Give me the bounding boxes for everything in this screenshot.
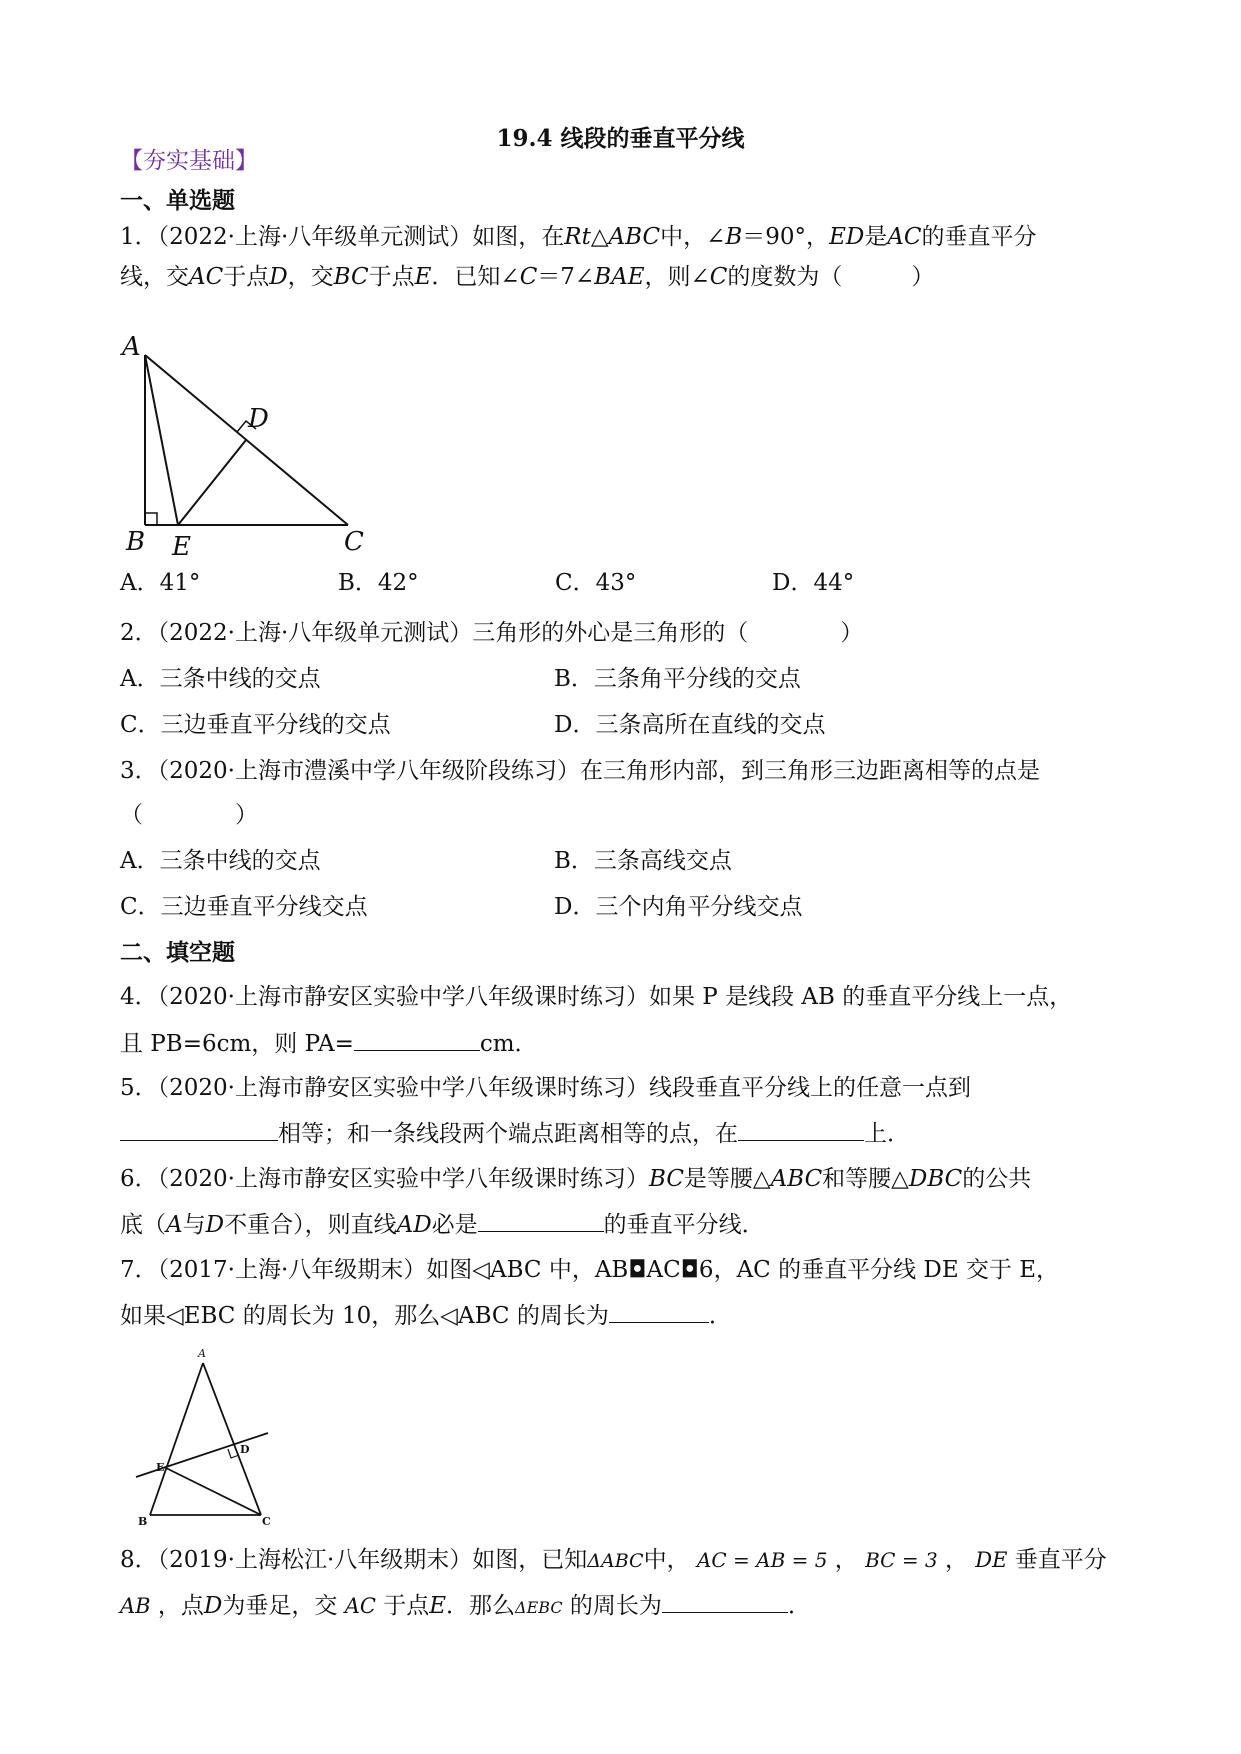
- q3-option-a[interactable]: A．三条中线的交点: [120, 848, 321, 874]
- q7-segment-ec: [164, 1467, 261, 1515]
- q1-l2bae: BAE: [594, 264, 645, 290]
- q3-option-b[interactable]: B．三条高线交点: [554, 848, 732, 874]
- q5-l2b: 上．: [864, 1121, 910, 1147]
- q6-c: 和等腰△: [822, 1166, 909, 1192]
- q8-l2c: 于点: [383, 1593, 430, 1619]
- q8-l2a: ，点: [157, 1593, 204, 1619]
- q1-num: 1．: [120, 224, 158, 250]
- q1-l2ac: AC: [189, 264, 224, 290]
- q1-right-angle-b: [145, 513, 157, 525]
- q8-triangle: ΔABC: [587, 1550, 644, 1572]
- q1-l2e: 于点: [368, 264, 415, 290]
- q1-l2b: 于点: [223, 264, 270, 290]
- q4-line2: [120, 1028, 538, 1059]
- q6-l2c: 不重合），则直线: [224, 1212, 397, 1238]
- q6-b: 是等腰△: [683, 1166, 771, 1192]
- q1-option-c[interactable]: C．43°: [555, 570, 637, 596]
- q1-l2C2: C: [709, 264, 728, 290]
- q4-text: 4．（2020·上海市静安区实验中学八年级课时练习）如果 P 是线段 AB 的垂直平分线上一点，: [120, 984, 1073, 1010]
- q6-line2: [120, 1209, 765, 1240]
- q5-answer-blank-2[interactable]: [738, 1118, 864, 1141]
- q6-a: 6．（2020·上海市静安区实验中学八年级课时练习）: [120, 1166, 649, 1192]
- q7-answer-blank[interactable]: [609, 1300, 709, 1323]
- q1-ac: AC: [887, 224, 922, 250]
- q1-label-d: D: [248, 404, 269, 434]
- q1-side-ac: [145, 355, 348, 525]
- q8-de: DE: [975, 1548, 1008, 1572]
- q7-label-a: A: [198, 1347, 206, 1360]
- q7-l2a: 如果◁EBC 的周长为 10，那么◁ABC 的周长为: [120, 1303, 609, 1329]
- q1-l2i: 的度数为（ ）: [727, 264, 935, 290]
- q7-text: 7．（2017·上海·八年级期末）如图◁ABC 中，AB◘AC◘6，AC 的垂直平分线 DE 交于 E，: [120, 1257, 1060, 1283]
- q1-option-b[interactable]: B．42°: [338, 570, 419, 596]
- q1-option-a[interactable]: A．41°: [120, 570, 201, 596]
- q1-source: （2022·上海·八年级单元测试）如图，在: [157, 224, 565, 250]
- q5-text: 5．（2020·上海市静安区实验中学八年级课时练习）线段垂直平分线上的任意一点到: [120, 1075, 971, 1101]
- q6-dbc: DBC: [908, 1166, 963, 1192]
- q1-t4: 的垂直平分: [921, 224, 1037, 250]
- q8-l2e: 的周长为: [569, 1593, 662, 1619]
- q4-l2a: 且 PB=6cm，则 PA=: [120, 1031, 354, 1057]
- q6-l2b: 与: [182, 1212, 206, 1238]
- q8-answer-blank[interactable]: [662, 1590, 788, 1613]
- q6-d: 的公共: [962, 1166, 1032, 1192]
- q7-l2b: ．: [708, 1303, 732, 1329]
- q3-option-c[interactable]: C．三边垂直平分线交点: [120, 894, 368, 920]
- q8-l2E: E: [429, 1593, 447, 1619]
- q8-line2: [120, 1590, 811, 1623]
- q6-line1: [120, 1164, 1031, 1194]
- q1-l2d: D: [269, 264, 288, 290]
- q1-figure: [110, 335, 390, 565]
- q8-e: 垂直平分: [1014, 1547, 1107, 1573]
- q1-l2a: 线，交: [120, 264, 189, 290]
- q7-side-ab: [150, 1363, 203, 1515]
- q3-option-d[interactable]: D．三个内角平分线交点: [554, 894, 803, 920]
- q2-option-a[interactable]: A．三条中线的交点: [120, 666, 321, 692]
- q3-text: 3．（2020·上海市澧溪中学八年级阶段练习）在三角形内部，到三角形三边距离相等的点是: [120, 758, 1040, 784]
- q8-c: ，: [834, 1547, 858, 1573]
- section-single-choice: 一、单选题: [120, 187, 235, 214]
- q8-d: ，: [944, 1547, 968, 1573]
- q7-line2: [120, 1300, 732, 1331]
- q4-answer-blank[interactable]: [354, 1028, 480, 1051]
- q1-option-d[interactable]: D．44°: [772, 570, 855, 596]
- q8-l2D: D: [203, 1593, 223, 1619]
- q8-l2f: ．: [787, 1593, 811, 1619]
- q1-b: B: [725, 224, 743, 250]
- q3-text2: （ ）: [120, 802, 258, 828]
- q1-t3: 是: [864, 224, 888, 250]
- q1-label-c: C: [344, 527, 364, 557]
- q6-bc: BC: [648, 1166, 684, 1192]
- q8-b: 中，: [643, 1547, 690, 1573]
- q8-eq1: AC = AB = 5: [696, 1548, 828, 1572]
- q5-l2a: 相等；和一条线段两个端点距离相等的点，在: [278, 1121, 738, 1147]
- q1-label-b: B: [126, 527, 146, 557]
- basis-label: 【夯实基础】: [120, 148, 258, 174]
- q1-line1: [120, 222, 1037, 252]
- page-title: 19.4 线段的垂直平分线: [496, 125, 745, 152]
- q7-label-b: B: [138, 1515, 148, 1528]
- q8-a: 8．（2019·上海松江·八年级期末）如图，已知: [120, 1547, 588, 1573]
- q6-l2d: 必是: [431, 1212, 478, 1238]
- q2-option-d[interactable]: D．三条高所在直线的交点: [554, 712, 826, 738]
- q1-label-e: E: [172, 532, 191, 562]
- q1-t2: ＝90°，: [742, 224, 830, 250]
- q2-option-c[interactable]: C．三边垂直平分线的交点: [120, 712, 391, 738]
- q8-l2b: 为垂足，交: [222, 1593, 338, 1619]
- q1-l2C: C: [519, 264, 538, 290]
- q8-line1: [120, 1545, 1107, 1576]
- q4-l2b: cm．: [479, 1031, 538, 1057]
- q1-label-a: A: [122, 335, 141, 362]
- q1-line2: [120, 262, 934, 292]
- q8-l2ebc: ΔEBC: [515, 1598, 563, 1617]
- q6-ad: AD: [396, 1212, 432, 1238]
- q1-segment-ed: [178, 440, 246, 525]
- q1-ed: ED: [829, 224, 865, 250]
- q1-t1: 中，∠: [660, 224, 726, 250]
- q1-l2bc: BC: [333, 264, 369, 290]
- q2-text: 2．（2022·上海·八年级单元测试）三角形的外心是三角形的（ ）: [120, 620, 864, 646]
- q8-l2ac: AC: [344, 1594, 376, 1618]
- q6-D: D: [205, 1212, 225, 1238]
- q6-answer-blank[interactable]: [478, 1209, 604, 1232]
- q1-l2g: ＝7∠: [537, 264, 595, 290]
- q6-l2e: 的垂直平分线．: [603, 1212, 765, 1238]
- q6-l2a: 底（: [120, 1212, 166, 1238]
- q7-label-d: D: [240, 1443, 250, 1456]
- q7-label-c: C: [262, 1515, 271, 1528]
- q1-l2h: ，则∠: [644, 264, 710, 290]
- q1-l2f: ．已知∠: [431, 264, 520, 290]
- q8-l2ab: AB: [120, 1594, 151, 1618]
- q8-l2d: ．那么: [446, 1593, 516, 1619]
- q8-eq2: BC = 3: [865, 1548, 938, 1572]
- q1-l2E: E: [414, 264, 432, 290]
- q1-rt-triangle: Rt△ABC: [564, 224, 661, 250]
- q5-answer-blank-1[interactable]: [120, 1118, 278, 1141]
- q6-A: A: [166, 1212, 183, 1238]
- section-fill-blank: 二、填空题: [120, 939, 235, 966]
- q2-option-b[interactable]: B．三条角平分线的交点: [554, 666, 801, 692]
- q7-figure: [128, 1345, 278, 1530]
- q5-line2: [120, 1118, 910, 1149]
- q1-segment-ae: [145, 355, 178, 525]
- q1-l2c: ，交: [287, 264, 334, 290]
- q6-abc: ABC: [770, 1166, 823, 1192]
- q7-label-e: E: [156, 1461, 165, 1474]
